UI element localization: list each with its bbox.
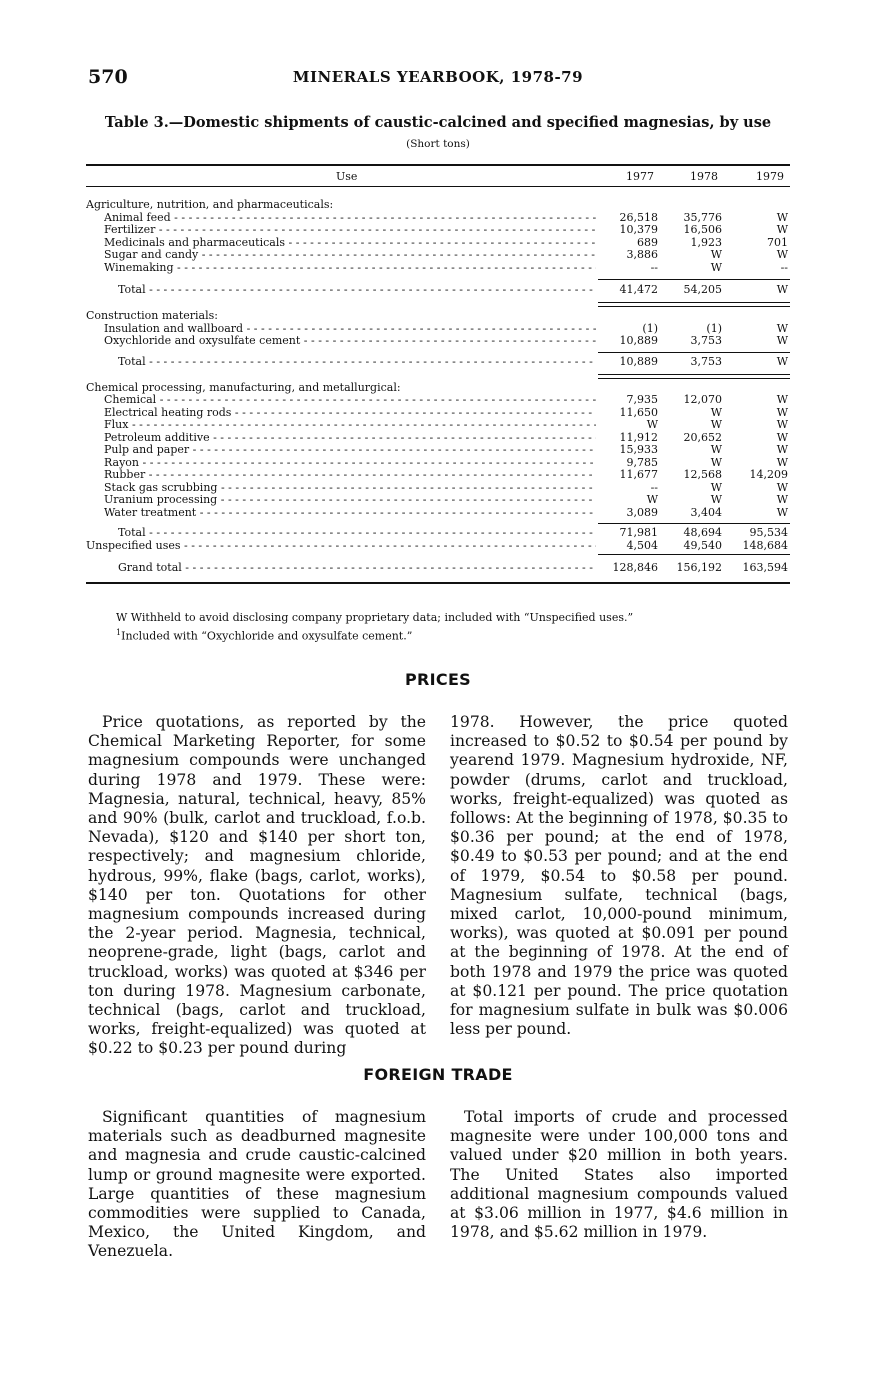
prices-heading: PRICES [405, 670, 471, 689]
table-row: Insulation and wallboard - - - (1) (1) W [86, 323, 790, 336]
col-1978: 1978 [690, 170, 718, 183]
running-title: MINERALS YEARBOOK, 1978-79 [292, 68, 584, 86]
page-number: 570 [88, 66, 128, 88]
total-row: Total - - - 10,889 3,753 W [86, 356, 790, 370]
table-row: Oxychloride and oxysulfate cement - - - 10,889 3,753 W [86, 335, 790, 348]
footnote-w: W Withheld to avoid disclosing company proprietary data; included with “Unspecified uses.” [116, 611, 634, 624]
shipments-table [86, 164, 790, 584]
table-row: Uranium processing - - - W W W [86, 494, 790, 507]
prices-right-column [450, 713, 788, 1039]
table-row: Sugar and candy - - - 3,886 W W [86, 249, 790, 262]
prices-paragraph-left: Price quotations, as reported by the Chemical Marketing Reporter, for some magnesium compounds were unchanged during 1978 and 1979. These were: Magnesia, natural, technical, heavy, 85% and 90% (bulk, carlot and truckload, f.o.b. Nevada), $120 and $140 per short ton, respectively; and magnesium chloride, hydrous, 99%, flake (bags, carlot, works), $140 per ton. Quotations for other magnesium compounds increased during the 2-year period. Magnesia, technical, neoprene-grade, light (bags, carlot and truckload, works) was quoted at $346 per ton during 1978. Magnesium carbonate, technical (bags, carlot and truckload, works, freight-equalized) was quoted at $0.22 to $0.23 per pound during [88, 713, 426, 1058]
table-row: Flux - - - W W W [86, 419, 790, 432]
section-heading: Chemical processing, manufacturing, and metallurgical: [86, 381, 401, 394]
total-row: Total - - - 71,981 48,694 95,534 [86, 527, 790, 540]
foreign-trade-left-column [88, 1108, 426, 1262]
grand-total-row: Grand total - - - 128,846 156,192 163,594 [86, 562, 790, 576]
foreign-trade-paragraph-left: Significant quantities of magnesium materials such as deadburned magnesite and magnesia and crude caustic-calcined lump or ground magnesite were exported. Large quantities of these magnesium commodities were supplied to Canada, Mexico, the United Kingdom, and Venezuela. [88, 1108, 426, 1261]
page-header [88, 66, 788, 92]
col-use: Use [336, 170, 358, 183]
prices-left-column [88, 713, 426, 1059]
col-1977: 1977 [626, 170, 654, 183]
foreign-trade-heading: FOREIGN TRADE [363, 1065, 513, 1084]
table-footnotes [116, 610, 633, 644]
col-1979: 1979 [756, 170, 784, 183]
table-header-row [86, 166, 790, 186]
foreign-trade-right-column [450, 1108, 788, 1242]
section-heading: Agriculture, nutrition, and pharmaceuticals: [86, 199, 334, 211]
foreign-trade-paragraph-right: Total imports of crude and processed magnesite were under 100,000 tons and valued under $20 million in both years. The United States also imported additional magnesium compounds valued at $3.06 million in 1977, $4.6 million in 1978, and $5.62 million in 1979. [450, 1108, 788, 1242]
table-row: Medicinals and pharmaceuticals - - - 689 1,923 701 [86, 237, 790, 250]
table-title: Table 3.—Domestic shipments of caustic-calcined and specified magnesias, by use [104, 114, 772, 131]
table-row: Pulp and paper - - - 15,933 W W [86, 444, 790, 457]
table-row: Rayon - - - 9,785 W W [86, 457, 790, 470]
table-row: Stack gas scrubbing - - - -- W W [86, 482, 790, 495]
table-row: Fertilizer - - - 10,379 16,506 W [86, 224, 790, 237]
table-row: Electrical heating rods - - - 11,650 W W [86, 407, 790, 420]
unspecified-row: Unspecified uses - - - 4,504 49,540 148,684 [86, 540, 790, 553]
prices-paragraph-right: 1978. However, the price quoted increased to $0.52 to $0.54 per pound by yearend 1979. Magnesium hydroxide, NF, powder (drums, carlot and truckload, works, freight-equalized) was quoted as follows: At the beginning of 1978, $0.35 to $0.36 per pound; at the end of 1978, $0.49 to $0.53 per pound; and at the end of 1979, $0.54 to $0.58 per pound. Magnesium sulfate, technical (bags, mixed carlot, 10,000-pound minimum, works), was quoted at $0.091 per pound at the beginning of 1978. At the end of both 1978 and 1979 the price was quoted at $0.121 per pound. The price quotation for magnesium sulfate in bulk was $0.006 less per pound. [450, 713, 788, 1039]
table-subtitle: (Short tons) [406, 138, 470, 150]
table-row: Animal feed - - - 26,518 35,776 W [86, 212, 790, 225]
table-row: Winemaking - - - -- W -- [86, 262, 790, 275]
total-row: Total - - - 41,472 54,205 W [86, 284, 790, 298]
table-row: Water treatment - - - 3,089 3,404 W [86, 507, 790, 520]
section-heading: Construction materials: [86, 310, 218, 322]
footnote-1: $^1$Included with “Oxychloride and oxysulfate cement.” [116, 628, 413, 643]
table-row: Rubber - - - 11,677 12,568 14,209 [86, 469, 790, 482]
table-row: Petroleum additive - - - 11,912 20,652 W [86, 432, 790, 445]
table-row: Chemical - - - 7,935 12,070 W [86, 394, 790, 407]
